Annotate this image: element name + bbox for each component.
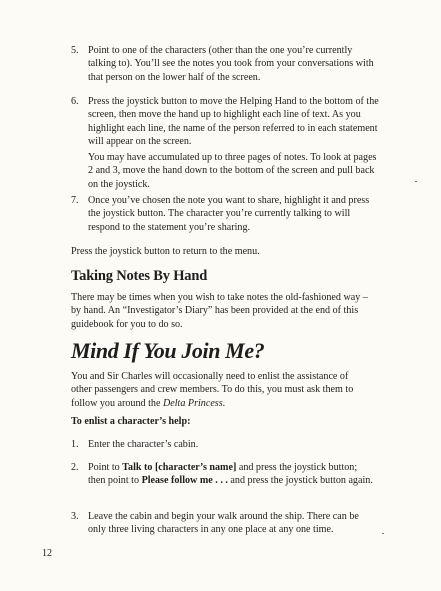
item-6-text: Press the joystick button to move the Helping Hand to the bottom of the screen, then move the hand up to highlight each line of text. As you highlight each line, the name of the person referred to in each statement will appear on the screen.	[88, 96, 379, 148]
item-5-text: Point to one of the characters (other than the one you’re currently talking to). You’ll see the notes you took from your conversations with that person on the lower half of the screen.	[88, 45, 374, 83]
item-5-number: 5.	[71, 45, 79, 56]
step-2-number: 2.	[71, 462, 79, 473]
step-2-talk-to-command: Talk to [character’s name]	[122, 462, 237, 473]
enlist-subheading: To enlist a character’s help:	[71, 416, 191, 427]
taking-notes-paragraph: There may be times when you wish to take notes the old-fashioned way – by hand. An “Investigator’s Diary” has been provided at the end of this guidebook for you to do so.	[71, 292, 368, 330]
page-number: 12	[42, 548, 53, 559]
item-6-number: 6.	[71, 96, 79, 107]
step-2-text	[88, 461, 374, 488]
step-2-mid: and press the joystick button; then point to	[88, 462, 358, 487]
step-1-number: 1.	[71, 439, 79, 450]
step-3-text: Leave the cabin and begin your walk around the ship. There can be only three living characters in any one place at any one time.	[88, 511, 359, 536]
join-intro-paragraph	[71, 370, 371, 410]
step-2-please-follow-command: Please follow me . . .	[141, 475, 228, 487]
scan-speck	[415, 181, 417, 182]
item-7-number: 7.	[71, 195, 79, 206]
join-intro-end: .	[222, 397, 226, 409]
item-7-text: Once you’ve chosen the note you want to share, highlight it and press the joystick button. The character you’re currently talking to will respond to the statement you’re sharing.	[88, 195, 370, 233]
scan-speck	[382, 533, 384, 534]
step-3-number: 3.	[71, 511, 79, 522]
step-2-pre: Point to	[88, 462, 123, 473]
step-2-post: and press the joystick button again.	[227, 475, 373, 487]
ship-name: Delta Princess	[162, 397, 223, 409]
step-1-text: Enter the character’s cabin.	[88, 439, 199, 450]
join-intro-text: You and Sir Charles will occasionally need to enlist the assistance of other passengers and crew members. To do this, you must ask them to follow you around the	[71, 371, 354, 409]
item-6-text-continued: You may have accumulated up to three pages of notes. To look at pages 2 and 3, move the hand down to the bottom of the screen and pull back on the joystick.	[88, 152, 377, 190]
section-heading-mind-if-you-join: Mind If You Join Me?	[71, 338, 265, 363]
section-heading-taking-notes: Taking Notes By Hand	[71, 268, 208, 284]
return-instruction: Press the joystick button to return to the menu.	[71, 246, 260, 257]
